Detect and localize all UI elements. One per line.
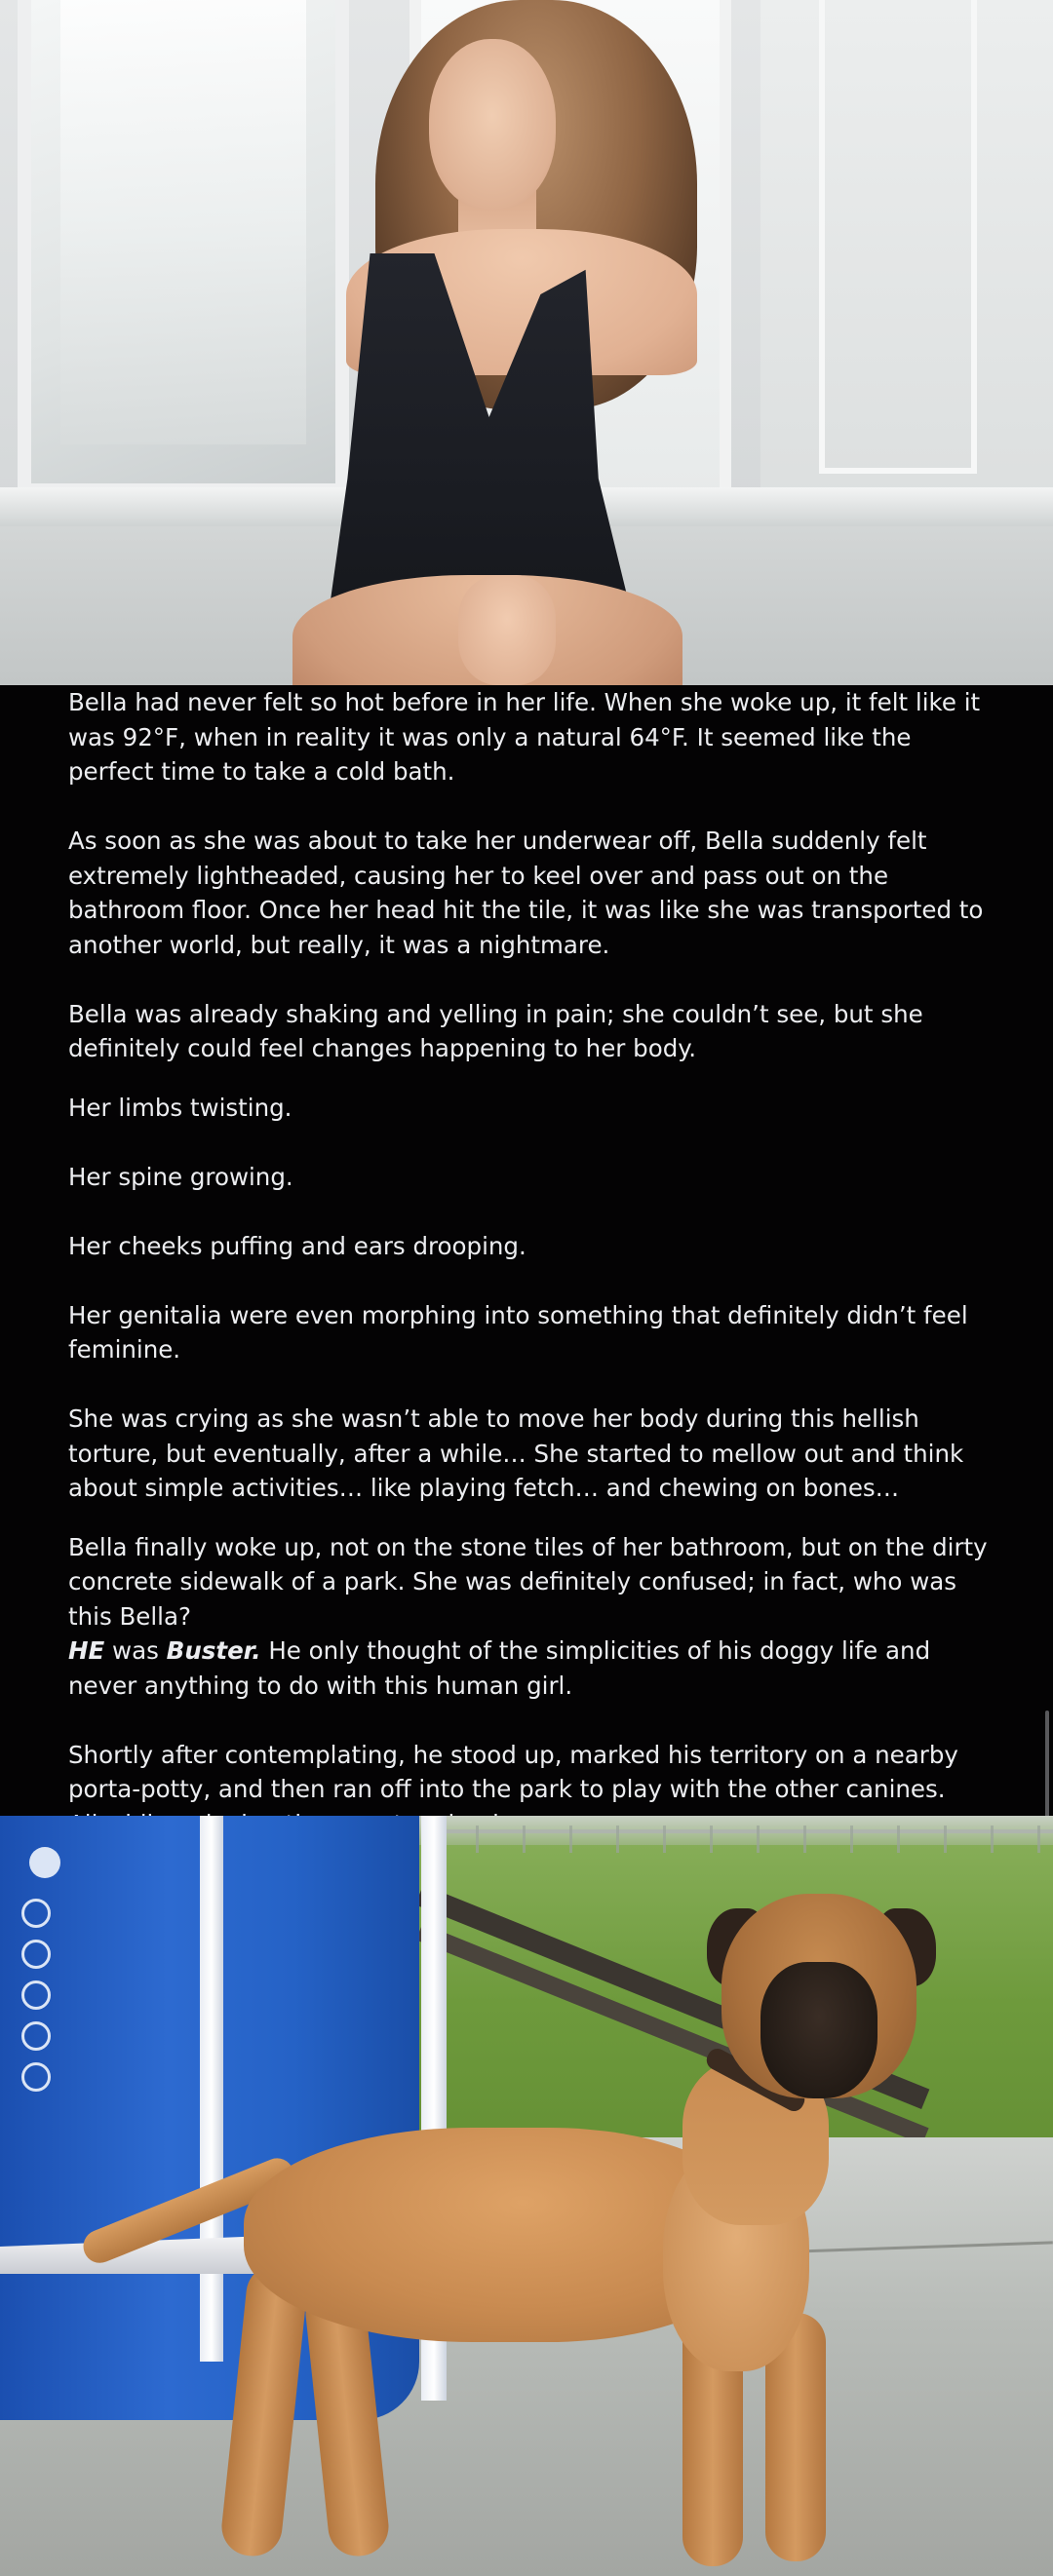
woman-face <box>429 39 556 210</box>
story-paragraph <box>68 1634 994 1703</box>
story-paragraph: Bella was already shaking and yelling in pain; she couldn’t see, but she definitely could feel changes happening to her body. <box>68 999 923 1062</box>
warning-icon <box>21 1940 51 1969</box>
pool-warning-icons <box>21 1899 60 2103</box>
story-paragraph: Shortly after contemplating, he stood up, marked his territory on a nearby porta-potty, and then ran off into the park to play with the other canines. <box>68 1740 958 1803</box>
window-left <box>18 0 349 497</box>
scrollbar[interactable] <box>1045 1711 1049 1818</box>
story-paragraph: Her cheeks puffing and ears drooping. <box>68 1231 526 1260</box>
bottom-photo-dog <box>0 1816 1053 2576</box>
top-photo-woman <box>0 0 1053 685</box>
dog-muzzle <box>760 1962 878 2098</box>
story-paragraph: Bella had never felt so hot before in her life. When she woke up, it felt like it was 92°F, when in reality it was only a natural 64°F. It seemed like the perfect time to take a cold bath. <box>68 688 981 786</box>
emphasis-he: HE <box>68 1636 105 1665</box>
warning-icon <box>21 2062 51 2092</box>
story-paragraph: Her limbs twisting. <box>68 1093 292 1122</box>
pool-sign-icon <box>29 1847 60 1878</box>
warning-icon <box>21 1899 51 1928</box>
story-paragraph: Her genitalia were even morphing into something that definitely didn’t feel feminine. <box>68 1300 968 1364</box>
story-paragraph: Her spine growing. <box>68 1162 293 1191</box>
emphasis-buster: Buster. <box>166 1636 261 1665</box>
warning-icon <box>21 1980 51 2010</box>
wall-panel <box>760 0 1053 507</box>
woman-hands <box>458 575 556 685</box>
story-text <box>68 685 994 1841</box>
story-text-span: He only thought of the simplicities of his doggy life and never anything to do with this human girl. <box>68 1636 931 1700</box>
story-paragraph: As soon as she was about to take her underwear off, Bella suddenly felt extremely lightheaded, causing her to keel over and pass out on the bathroom floor. Once her head hit the tile, it was like she was transported to another world, but really, it was a nightmare. <box>68 827 984 959</box>
story-paragraph: She was crying as she wasn’t able to move her body during this hellish torture, but eventually, after a while… She started to mellow out and think about simple activities… like playing fetch… and chewing on bones… <box>68 1404 964 1502</box>
dog <box>58 1894 994 2566</box>
story-text-span: was <box>104 1636 167 1665</box>
warning-icon <box>21 2021 51 2051</box>
story-paragraph: Bella finally woke up, not on the stone tiles of her bathroom, but on the dirty concrete sidewalk of a park. She was definitely confused; in fact, who was this Bella? <box>68 1532 988 1631</box>
fence <box>429 1826 1053 1853</box>
